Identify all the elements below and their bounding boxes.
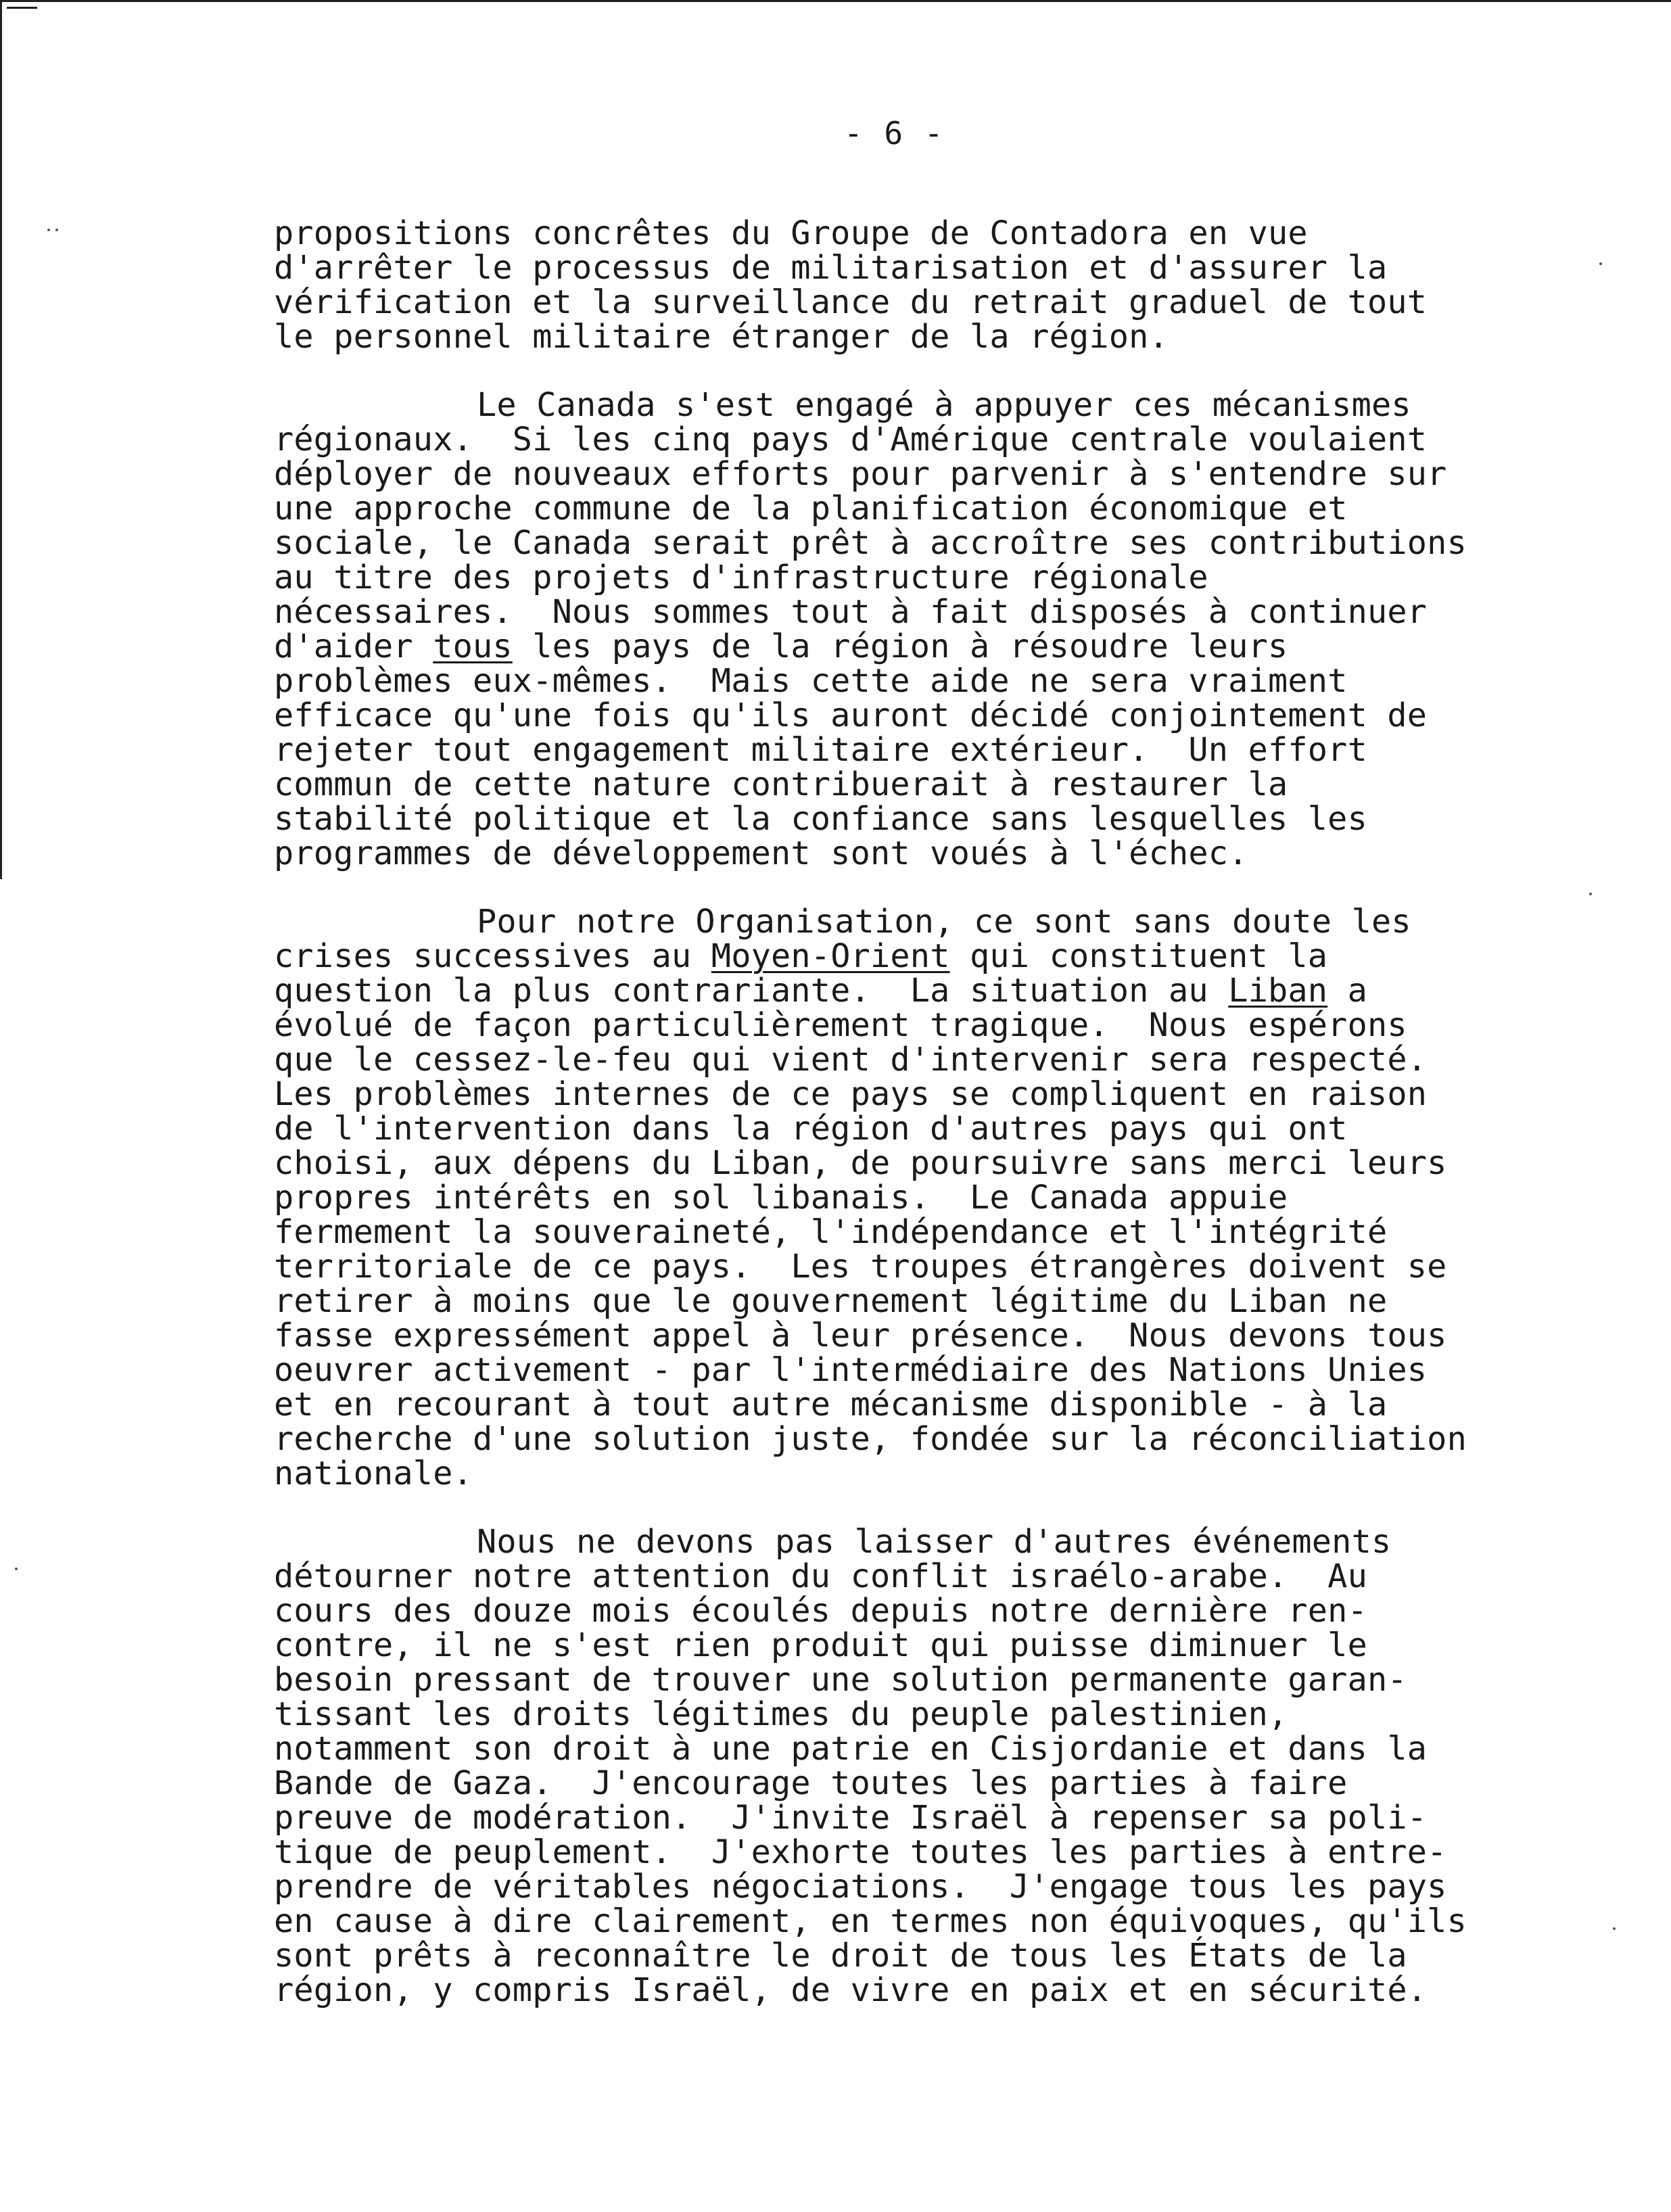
text-segment: preuve de modération. J'invite Israël à repenser sa poli- [274, 1799, 1428, 1837]
text-line [274, 905, 1545, 939]
text-segment: Bande de Gaza. J'encourage toutes les parties à faire [274, 1764, 1348, 1802]
scan-speck [1613, 1927, 1616, 1930]
text-segment: problèmes eux-mêmes. Mais cette aide ne sera vraiment [274, 662, 1348, 700]
text-line [274, 1663, 1545, 1697]
text-line [274, 834, 1545, 872]
text-segment: cours des douze mois écoulés depuis notre dernière ren- [274, 1592, 1367, 1630]
text-segment: contre, il ne s'est rien produit qui puisse diminuer le [274, 1626, 1367, 1664]
text-segment: stabilité politique et la confiance sans lesquelles les [274, 800, 1367, 838]
text-line [274, 1904, 1545, 1939]
text-line [274, 1973, 1545, 2008]
text-segment: notamment son droit à une patrie en Cisjordanie et dans la [274, 1730, 1428, 1768]
text-segment: nationale. [274, 1455, 473, 1492]
text-line [274, 1008, 1545, 1043]
text-segment: déployer de nouveaux efforts pour parvenir à s'entendre sur [274, 455, 1447, 493]
text-line [274, 1250, 1545, 1284]
text-segment: nécessaires. Nous sommes tout à fait disposés à continuer [274, 593, 1428, 631]
text-line [274, 733, 1545, 768]
text-line [274, 974, 1545, 1008]
text-line [274, 320, 1545, 354]
text-segment: crises successives au [274, 937, 711, 975]
text-line [274, 699, 1545, 733]
text-line [274, 251, 1545, 285]
text-line [274, 1043, 1545, 1077]
text-segment: recherche d'une solution juste, fondée sur la réconciliation [274, 1420, 1467, 1458]
underlined-text: Liban [1228, 972, 1328, 1010]
scan-top-edge [0, 0, 1671, 2]
text-line [274, 595, 1545, 630]
text-segment: Les problèmes internes de ce pays se compliquent en raison [274, 1075, 1428, 1113]
text-line [274, 388, 1545, 423]
text-line [274, 1525, 1545, 1559]
scan-speck [1589, 893, 1592, 895]
text-segment: le personnel militaire étranger de la région. [274, 318, 1169, 356]
scan-speck [1599, 262, 1602, 265]
text-segment: d'aider [274, 628, 433, 665]
text-segment: vérification et la surveillance du retrait graduel de tout [274, 283, 1428, 321]
body-text [274, 216, 1545, 2042]
text-segment: programmes de développement sont voués à l'échec. [274, 834, 1248, 872]
text-segment: évolué de façon particulièrement tragique. Nous espérons [274, 1006, 1407, 1044]
text-segment: retirer à moins que le gouvernement légitime du Liban ne [274, 1282, 1388, 1320]
text-line [274, 664, 1545, 699]
text-line [274, 1077, 1545, 1112]
paragraph [274, 1525, 1545, 2008]
text-line [274, 457, 1545, 492]
text-segment: de l'intervention dans la région d'autres pays qui ont [274, 1110, 1348, 1148]
scan-left-edge [0, 0, 2, 879]
text-segment: propres intérêts en sol libanais. Le Canada appuie [274, 1179, 1288, 1217]
text-segment: en cause à dire clairement, en termes non équivoques, qu'ils [274, 1902, 1467, 1940]
text-line [274, 1732, 1545, 1766]
text-segment: détourner notre attention du conflit israélo-arabe. Au [274, 1557, 1367, 1595]
text-segment: a [1327, 972, 1367, 1010]
paragraph [274, 905, 1545, 1491]
paragraph [274, 388, 1545, 871]
text-line [274, 1870, 1545, 1904]
text-line [274, 1801, 1545, 1835]
text-segment: sont prêts à reconnaître le droit de tous les États de la [274, 1937, 1407, 1975]
text-segment: que le cessez-le-feu qui vient d'intervenir sera respecté. [274, 1041, 1428, 1079]
text-segment: d'arrêter le processus de militarisation et d'assurer la [274, 249, 1388, 287]
text-segment: Pour notre Organisation, ce sont sans doute les [477, 903, 1411, 941]
text-line [274, 802, 1545, 837]
text-segment: Le Canada s'est engagé à appuyer ces mécanismes [477, 386, 1411, 424]
text-line [274, 1697, 1545, 1732]
text-segment: tissant les droits légitimes du peuple palestinien, [274, 1695, 1288, 1733]
text-line [274, 939, 1545, 974]
text-segment: besoin pressant de trouver une solution permanente garan- [274, 1661, 1407, 1699]
text-line [274, 526, 1545, 561]
text-segment: commun de cette nature contribuerait à restaurer la [274, 766, 1288, 803]
text-line [274, 216, 1545, 251]
text-line [274, 1559, 1545, 1594]
text-segment: choisi, aux dépens du Liban, de poursuivre sans merci leurs [274, 1144, 1447, 1182]
text-segment: régionaux. Si les cinq pays d'Amérique centrale voulaient [274, 421, 1428, 458]
text-line [274, 1766, 1545, 1801]
text-segment: les pays de la région à résoudre leurs [512, 628, 1288, 665]
page-number: - 6 - [844, 115, 945, 151]
text-line [274, 1319, 1545, 1353]
underlined-text: Moyen-Orient [711, 937, 950, 975]
text-line [274, 1628, 1545, 1663]
text-segment: territoriale de ce pays. Les troupes étrangères doivent se [274, 1248, 1447, 1286]
text-line [274, 630, 1545, 664]
text-line [274, 1284, 1545, 1319]
text-line [274, 768, 1545, 802]
text-line [274, 1457, 1545, 1491]
text-line [274, 492, 1545, 526]
paragraph [274, 216, 1545, 354]
scan-mark [7, 7, 37, 9]
text-segment: tique de peuplement. J'exhorte toutes les parties à entre- [274, 1833, 1447, 1871]
text-segment: prendre de véritables négociations. J'engage tous les pays [274, 1868, 1447, 1906]
text-line [274, 1835, 1545, 1870]
text-segment: efficace qu'une fois qu'ils auront décidé conjointement de [274, 697, 1428, 734]
scan-speck [47, 229, 50, 231]
scan-speck [55, 229, 58, 231]
text-line [274, 1215, 1545, 1250]
text-line [274, 285, 1545, 320]
scan-speck [15, 1568, 18, 1570]
text-segment: fermement la souveraineté, l'indépendance et l'intégrité [274, 1213, 1388, 1251]
text-segment: question la plus contrariante. La situation au [274, 972, 1229, 1010]
underlined-text: tous [433, 628, 513, 665]
text-segment: région, y compris Israël, de vivre en paix et en sécurité. [274, 1971, 1428, 2009]
text-line [274, 1146, 1545, 1181]
text-segment: fasse expressément appel à leur présence. Nous devons tous [274, 1317, 1447, 1355]
text-line [274, 423, 1545, 457]
text-segment: oeuvrer activement - par l'intermédiaire des Nations Unies [274, 1351, 1428, 1389]
text-line [274, 561, 1545, 595]
text-segment: sociale, le Canada serait prêt à accroître ses contributions [274, 524, 1467, 562]
text-segment: et en recourant à tout autre mécanisme disponible - à la [274, 1386, 1388, 1423]
text-segment: Nous ne devons pas laisser d'autres événements [477, 1523, 1392, 1561]
text-segment: propositions concrêtes du Groupe de Contadora en vue [274, 214, 1308, 252]
text-segment: rejeter tout engagement militaire extérieur. Un effort [274, 731, 1367, 769]
text-segment: au titre des projets d'infrastructure régionale [274, 559, 1208, 596]
text-line [274, 1939, 1545, 1973]
text-line [274, 1388, 1545, 1422]
text-line [274, 1112, 1545, 1146]
text-line [274, 1422, 1545, 1457]
text-line [274, 1353, 1545, 1388]
text-segment: qui constituent la [949, 937, 1328, 975]
text-segment: une approche commune de la planification économique et [274, 490, 1348, 527]
text-line [274, 1181, 1545, 1215]
text-line [274, 1594, 1545, 1628]
